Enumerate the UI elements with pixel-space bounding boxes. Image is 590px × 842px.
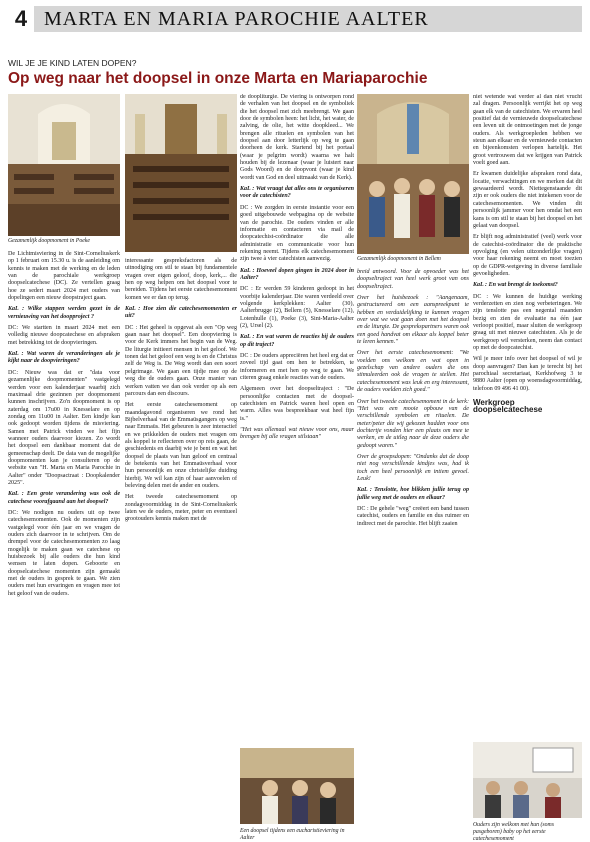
paragraph: Er kwamen duidelijke afspraken rond data, locatie, verwachtingen en we merken dat dit gewaardeerd wordt. Niettegenstaande dit zijn er ook ouders die niet intekenen voor de catechesemomenten. We vinden dit persoonlijk jammer voor hen omdat het een kans is om stil te staan bij het doopsel en het gelaat van doopsel. <box>473 171 582 229</box>
paragraph: interessante gespreksfactoren als de uitnodiging om stil te staan bij fundamentele vragen over eigen geloof, doop, kerk,... die hen op weg helpen om het doopsel voor te bereiden. Tijdens het eerste catechesemoment komen we er dan op terug. <box>125 258 237 301</box>
paragraph: DC : We zorgden in eerste instantie voor een goed uitgebouwde webpagina op de website van de parochie. De ouders vinden er alle informatie en contacteren via mail de doopcatechist-coördinator die alle administratie en communicatie voor hun rekening neemt. Tijdens elk catechesemoment zijn twee à vier catechisten aanwezig. <box>240 204 354 263</box>
paragraph: DC : We kunnen de huidige werking verderzetten en zien nog verbeteringen. We zijn tenslotte pas een negental maanden bezig en zien de evaluatie na één jaar verloopt positief, maar sluiten de werkgroep graag uit met nieuwe catechisten. Als je de werkgroep wil versterken, neem dan contact op met de doopcatechist. <box>473 293 582 351</box>
paragraph: Wil je meer info over het doopsel of wil je doop aanvragen? Dan kan je terecht bij het parochiaal secretariaat, Kerkhofweg 3 te 9880 Aalter (open op woensdagvoormiddag, telefoon 09 496 41 00). <box>473 356 582 392</box>
paragraph: DC : De ouders appreciëren het heel erg dat er zoveel tijd gaat om hen te betrekken, te informeren en met hen op weg te gaan. We citeren graag enkele reacties van de ouders. <box>240 353 354 382</box>
interview-question: KaL : Hoeveel dopen gingen in 2024 door in Aalter? <box>240 267 354 281</box>
column-1 <box>8 94 120 834</box>
paragraph: DC: We nodigen nu ouders uit op twee catechesemomenten. Ook de momenten zijn vastgelegd voor één jaar en we vragen de ouders zich daarvoor in te schrijven. Om de drempel voor de catechesemomenten zo laag mogelijk te maken gaan we catechese op huisbezoek bij alle ouders die hun kind wensen te laten dopen. Geboorte en doopselcatechese momenten zijn gemaakt met de ouders in gesprek te gaan. We zien ouders met hun ervaringen en vragen mee tot het geloof van de ouders. <box>8 510 120 597</box>
article-signature: Werkgroep doopselcatechese <box>473 398 543 415</box>
paragraph: Er blijft nog administratief (veel) werk voor de catechist-coördinator die de praktische opvolging (en velen uitzonderlijke vragen) voor haar rekening neemt en moet toezien op de GDPR-wetgeving in diverse familiale gevoeligheden. <box>473 234 582 277</box>
column-3 <box>240 94 354 834</box>
paragraph: De Lichtmisviering in de Sint-Corneliuskerk op 1 februari om 15.30 u. is de aanleiding om kennis te maken met de werking en de leden van de parochiale werkgroep doopselcatechese (DC). Ze vertellen graag hoe ze sedert maart 2024 met ouders van dopelingen een nieuw doopstraject gaan. <box>8 251 120 302</box>
paragraph: Het eerste catechesemoment op maandagavond organiseren we rond het Bijbelverhaal van de Emmaüsgangers op weg naar Emmaüs. Het gebeuren is zeer interactief en we prikkelden de ouders met vragen om als koppel te reflecteren over op reis gaan, de geschiedenis en daarbij wie je bent en wat het doopsel de plaats van hun geloof en centraal de betekenis van het Emmaüsverhaal voor hun persoonlijk en onze christelijke duiding hierbij. We wil kan zijn of haar aanvoelen of beleving delen met de ander en ouders. <box>125 402 237 489</box>
interview-question: KaL : En wat waren de reacties bij de ouders op dit traject? <box>240 334 354 348</box>
column-5 <box>473 94 582 834</box>
interview-question: KaL : Tenslotte, hoe blikken jullie terug op jullie weg met de ouders en elkaar? <box>357 487 469 501</box>
interview-question: KaL : Hoe zien die catechesemomenten er uit? <box>125 306 237 320</box>
group-baptism-photo-bellem <box>357 94 469 254</box>
church-altar-photo <box>125 94 237 252</box>
column-4 <box>357 94 469 834</box>
paragraph: DC: Nieuw was dat er "data voor gezamenlijke doopmomenten" vastgelegd werden voor een kalenderjaar waarbij zich maximaal drie gezinnen per doopmoment kunnen inschrijven. Zo'n doopmoment is op zaterdag om 17u00 in Knesselare en op zondag om 11u00 in Aalter. Een kindje kan ook gedoopt worden tijdens de misviering. Samen met Patrick vinden we het fijn wanneer ouders daarvoor kiezen. Zo wordt het doopsel een dankbaar moment dat de gemeenschap deelt. De data van de mogelijke doopmomenten kan je consulteren op de website van "H. Marta en Maria Parochie in Aalter" onder "Doopsactraat : Doopkalender 2025". <box>8 369 120 486</box>
paragraph: Over het huisbezoek : "Aangenaam, gestructureerd om een aanspreekpunt te hebben en verduidelijking te kunnen vragen over wat we wat gaan doen met het doopsel en de liturgie. De gesprekspartners waren ook een goed handvat om elkaar als koppel beter te leren kennen." <box>357 295 469 346</box>
paragraph: DC : Er werden 59 kinderen gedoopt in het voorbije kalenderjaar. Die waren verdeeld over volgende kerkplekken: Aalter (30), Aalterbrugge (2), Bellem (5), Knesselare (12), Lotenhulle (1), Poeke (3), Sint-Maria-Aalter (2), Ursel (2). <box>240 286 354 329</box>
catechesis-meeting-photo <box>473 742 582 818</box>
paragraph: "Het was allemaal wat nieuw voor ons, maar brengen bij alle vragen stilstaan" <box>240 427 354 441</box>
eucharist-baptism-photo <box>240 748 354 824</box>
photo-caption-bellem: Gezamenlijk doopmoment in Bellem <box>357 256 441 262</box>
paragraph: Over het eerste catechesemoment: "We voelden ons welkom en wat open in gezelschap van andere ouders die ons stimuleerden ook de vragen te stellen. Het catechesemoment was leuk en erg interessant, de ouders voelden zich goed." <box>357 350 469 394</box>
interview-question: KaL : Wilke stappen werden gezet in de vernieuwing van het doopproject ? <box>8 306 120 320</box>
article-kicker: WIL JE JE KIND LATEN DOPEN? <box>8 58 137 68</box>
paragraph: Over het tweede catechesemoment in de kerk: "Het was een mooie opbouw van de verschillende symbolen en rituelen. De meter/peter die wij gekozen hadden voor ons dochtertje vonden hier een plaats om mee te werken, en de uitleg naar de deze ouders die gedoopt waren." <box>357 398 469 449</box>
photo-caption-poeke: Gezamenlijk doopmoment in Poeke <box>8 238 90 244</box>
page-number: 4 <box>14 6 28 31</box>
paragraph: DC : Het geheel is opgevat als een "Op weg gaan naar het doopsel". Een doopviering is voor de Kerk immers het begin van de Weg. De liturgie initieert mensen in het geloof. We tonen dat het geloof een weg is en de Christus zelf de Weg is. De Weg wordt dan een soort pelgrimage. We gaan een tijdje mee op de weg die de ouders gaan. Onze manier van werken vatten we dan ook verder op als een parcours dan een discours. <box>125 324 237 397</box>
masthead <box>8 6 582 32</box>
interview-question: KaL : En wat brengt de toekomst? <box>473 282 558 289</box>
article-headline: Op weg naar het doopsel in onze Marta en Mariaparochie <box>8 70 428 87</box>
paragraph: breid antwoord. Voor de opvoeder was het doopseltraject van heel werk groot van ons doopseltraject. <box>357 269 469 290</box>
interview-question: KaL : Wat waren de veranderingen als je kijkt naar de doopvieringen? <box>8 351 120 365</box>
paragraph: DC: We startten in maart 2024 met een volledig nieuwe doopcatechese en afspraken met betrekking tot de doopvieringen. <box>8 325 120 346</box>
interview-question: KaL : Een grote verandering was ook de catechese voorafgaand aan het doopsel? <box>8 491 120 505</box>
column-2 <box>125 94 237 834</box>
photo-caption-eucharist: Een doopsel tijdens een eucharistieviering in Aalter <box>240 828 345 841</box>
church-interior-photo-poeke <box>8 94 120 236</box>
paragraph: Het tweede catechesemoment op zondagvoormiddag in de Sint-Corneliuskerk laten we de ouders, meter, peter en eventueel grootouders kennis maken met de <box>125 494 237 523</box>
paragraph: Algemeen over het doopseltraject : "De persoonlijke contacten met de doopselcatechisten en Patrick waren heel open en warm. Alles was bespreekbaar wat heel fijn is." <box>240 386 354 422</box>
paragraph: de doopliturgie. De viering is ontworpen rond de verhalen van het doopsel en de symboliek die het doopsel met zich meebrengt. We gaan door de symbolen heen: het licht, het water, de zalving, de olie, het witte doopkleed... We brengen alle rituelen en symbolen van het doopsel aan door letterlijk op weg te gaan doorheen de kerk. Startend bij het portaal (waar je pelgrim wordt) waarna we halt houden bij de lezenaar (waar je luistert naar Gods Woord) en de doopvont (waar je kind wordt van God en deel uitmaakt van de Kerk). <box>240 94 354 181</box>
photo-caption-catechesis: Ouders zijn welkom met hun (soms pasgeboren) baby op het eerste catechesemoment <box>473 822 554 842</box>
paragraph: niet wetende wat verder al dan niet vrucht zal dragen. Persoonlijk verrijkt het op weg gaan elk van de catechisten. We ervaren heel positief dat de vernieuwde doopselcatechese een leven uit de ontmoetingen met de jonge ouders. Als werkgroepleden hebben we steun aan elkaar en de vernieuwde contacten en bijeenkomsten verlopen hartelijk. Het groot vertrouwen dat we krijgen van Patrick voelt goed aan. <box>473 94 582 167</box>
interview-question: KaL : Wat vraagt dat alles ons te organiseren voor de catechisten? <box>240 186 354 200</box>
paragraph: DC : De gehele "weg" creëert een band tussen catechist, ouders en familie en dus ruimer en indirect met de parochie. Het blijft zaaien <box>357 505 469 527</box>
newspaper-title: MARTA EN MARIA PAROCHIE AALTER <box>34 6 582 32</box>
paragraph: Over de groepsdopen: "Ondanks dat de doop niet nog verschillende kindjes was, had ik toch een heel persoonlijk en intiem gevoel. Leuk! <box>357 453 469 482</box>
